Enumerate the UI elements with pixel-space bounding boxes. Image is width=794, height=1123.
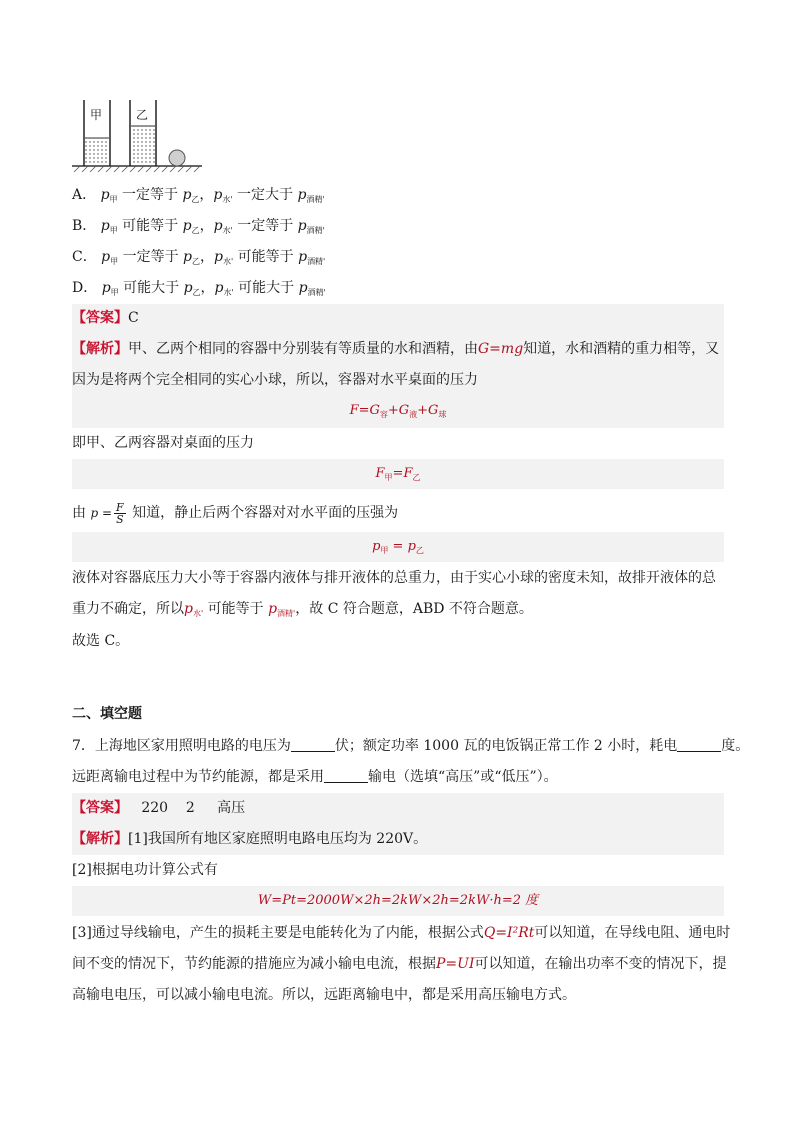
- q7-line-2: 远距离输电过程中为节约能源，都是采用 输电（选填“高压”或“低压”）。: [72, 769, 558, 785]
- q7-answer: 【答案】 220 2 高压: [72, 800, 246, 816]
- q6-analysis-4: 由 p = $\frac{F}{S}$ 知道，静止后两个容器对对水平面的压强为: [72, 500, 399, 526]
- q7-analysis-2: [2]根据电功计算公式有: [72, 862, 218, 878]
- section-title: 二、填空题: [72, 706, 142, 722]
- q7-analysis-4: 间不变的情况下，节约能源的措施应为减小输电电流，根据P=UI可以知道，在输出功率不变的情况下，提: [72, 956, 727, 972]
- q6-formula-1: $F=G_容+G_液+G_球$: [349, 403, 447, 419]
- q6-analysis-7: 故选 C。: [72, 633, 130, 649]
- q7-blank-3[interactable]: [324, 768, 368, 783]
- option-c: C． $p_甲$ 一定等于 $p_乙$，$p_{水'}$ 可能等于 $p_{酒精'}$: [72, 249, 326, 266]
- q7-blank-1[interactable]: [291, 737, 335, 752]
- q6-formula-3: $p_甲 = p_乙$: [372, 539, 424, 555]
- q6-analysis-6: 重力不确定，所以$p_{水'}$ 可能等于 $p_{酒精'}$，故 C 符合题意，ABD 不符合题意。: [72, 601, 533, 618]
- q7-blank-2[interactable]: [677, 737, 721, 752]
- q6-answer: 【答案】C: [72, 310, 139, 326]
- label-yi: 乙: [136, 108, 149, 122]
- q7-line-1: 7．上海地区家用照明电路的电压为 伏；额定功率 1000 瓦的电饭锅正常工作 2 小时，耗电 度。: [72, 738, 750, 754]
- q7-analysis-3: [3]通过导线输电，产生的损耗主要是电能转化为了内能，根据公式Q=I²Rt可以知道，在导线电阻、通电时: [72, 925, 731, 941]
- q7-formula: W=Pt=2000W×2h=2kW×2h=2kW·h=2 度: [257, 893, 539, 908]
- q6-analysis-3: 即甲、乙两容器对桌面的压力: [72, 435, 254, 451]
- q6-analysis-1: 【解析】甲、乙两个相同的容器中分别装有等质量的水和酒精，由G=mg知道，水和酒精的重力相等，又: [72, 341, 720, 357]
- q6-formula-2: $F_甲=F_乙$: [375, 466, 421, 482]
- ground-hatch: [74, 166, 200, 172]
- option-d: D． $p_甲$ 可能大于 $p_乙$，$p_{水'}$ 可能大于 $p_{酒精'}$: [72, 280, 326, 297]
- option-b: B． $p_甲$ 可能等于 $p_乙$，$p_{水'}$ 一定等于 $p_{酒精'}$: [72, 218, 325, 235]
- q6-analysis-5: 液体对容器底压力大小等于容器内液体与排开液体的总重力，由于实心小球的密度未知，故排开液体的总: [72, 570, 716, 586]
- q7-analysis-1: 【解析】[1]我国所有地区家庭照明电路电压均为 220V。: [72, 831, 428, 847]
- q6-analysis-2: 因为是将两个完全相同的实心小球，所以，容器对水平桌面的压力: [72, 372, 478, 388]
- label-jia: 甲: [90, 108, 103, 122]
- option-a: A． $p_甲$ 一定等于 $p_乙$，$p_{水'}$ 一定大于 $p_{酒精'}$: [72, 187, 325, 204]
- ball: [169, 150, 185, 166]
- q7-analysis-5: 高输电电压，可以减小输电电流。所以，远距离输电中，都是采用高压输电方式。: [72, 987, 576, 1003]
